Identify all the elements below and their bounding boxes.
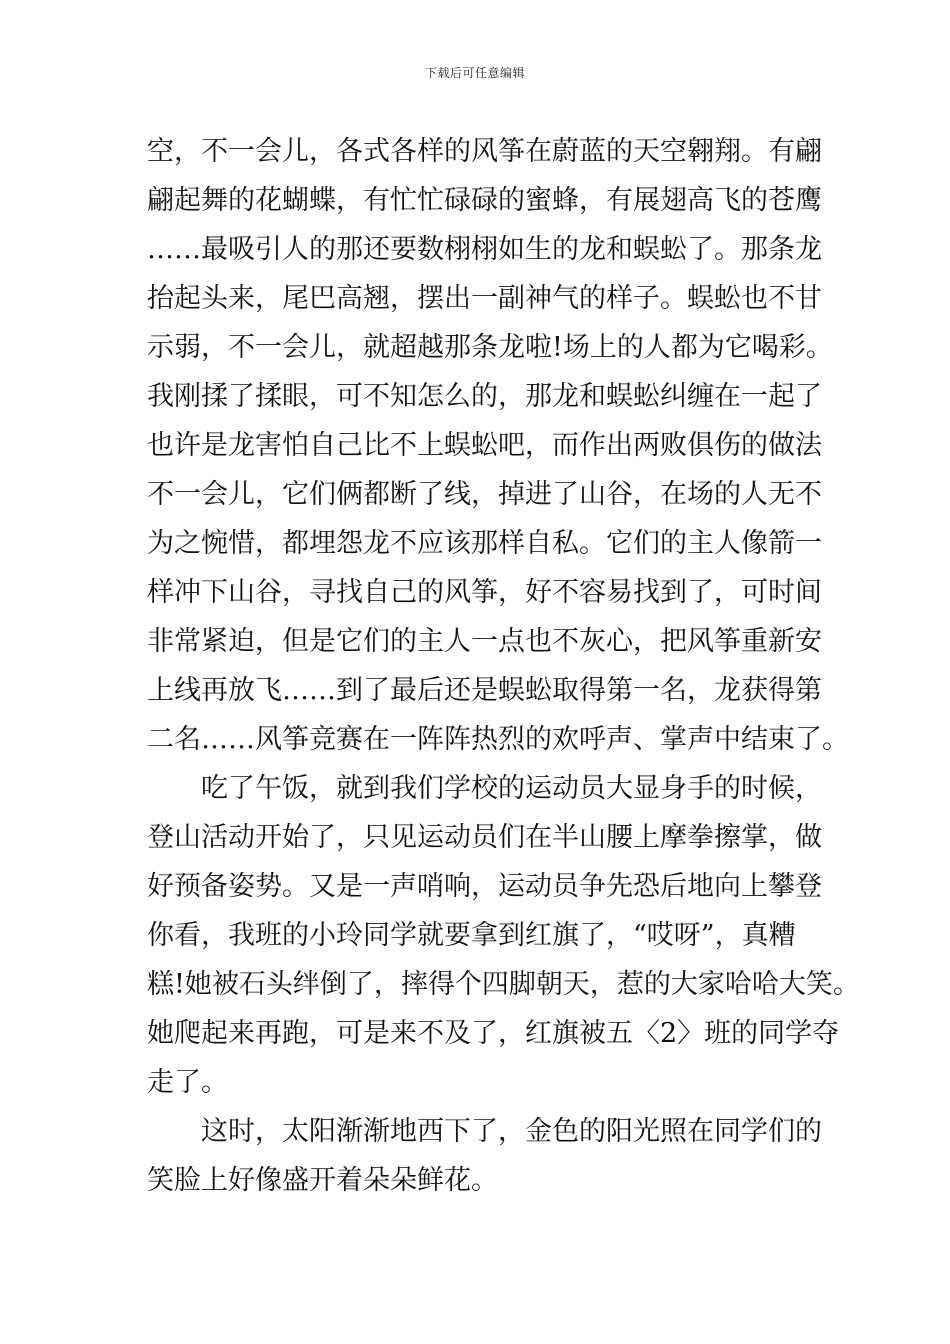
text-line: 笑脸上好像盛开着朵朵鲜花。 (147, 1165, 498, 1196)
text-line: 她爬起来再跑，可是来不及了，红旗被五〈2〉班的同学夺 (147, 1018, 840, 1049)
text-line: 空，不一会儿，各式各样的风筝在蔚蓝的天空翱翔。有翩 (147, 136, 822, 167)
text-line: ……最吸引人的那还要数栩栩如生的龙和蜈蚣了。那条龙 (147, 234, 822, 265)
text-line: 非常紧迫，但是它们的主人一点也不灰心，把风筝重新安 (147, 626, 822, 657)
text-line: 抬起头来，尾巴高翘，摆出一副神气的样子。蜈蚣也不甘 (147, 283, 822, 314)
text-line: 我刚揉了揉眼，可不知怎么的，那龙和蜈蚣纠缠在一起了 (147, 381, 822, 412)
text-line: 这时，太阳渐渐地西下了，金色的阳光照在同学们的 (201, 1116, 822, 1147)
text-line: 示弱，不一会儿，就超越那条龙啦!场上的人都为它喝彩。 (147, 332, 833, 363)
page-header: 下载后可任意编辑 (424, 66, 525, 80)
text-line: 上线再放飞……到了最后还是蜈蚣取得第一名，龙获得第 (147, 675, 822, 706)
body-text (147, 127, 860, 1205)
text-line: 走了。 (147, 1067, 228, 1098)
text-line: 二名……风筝竞赛在一阵阵热烈的欢呼声、掌声中结束了。 (147, 724, 849, 755)
text-line: 登山活动开始了，只见运动员们在半山腰上摩拳擦掌，做 (147, 822, 822, 853)
text-line: 翩起舞的花蝴蝶，有忙忙碌碌的蜜蜂，有展翅高飞的苍鹰 (147, 185, 822, 216)
text-line: 样冲下山谷，寻找自己的风筝，好不容易找到了，可时间 (147, 577, 822, 608)
text-line: 吃了午饭，就到我们学校的运动员大显身手的时候， (201, 773, 822, 804)
text-line: 为之惋惜，都埋怨龙不应该那样自私。它们的主人像箭一 (147, 528, 822, 559)
text-line: 不一会儿，它们俩都断了线，掉进了山谷，在场的人无不 (147, 479, 822, 510)
text-line: 也许是龙害怕自己比不上蜈蚣吧，而作出两败俱伤的做法 (147, 430, 822, 461)
text-line: 糕!她被石头绊倒了，摔得个四脚朝天，惹的大家哈哈大笑。 (147, 969, 860, 1000)
text-line: 你看，我班的小玲同学就要拿到红旗了，“哎呀”，真糟 (147, 920, 796, 951)
text-line: 好预备姿势。又是一声哨响，运动员争先恐后地向上攀登 (147, 871, 822, 902)
